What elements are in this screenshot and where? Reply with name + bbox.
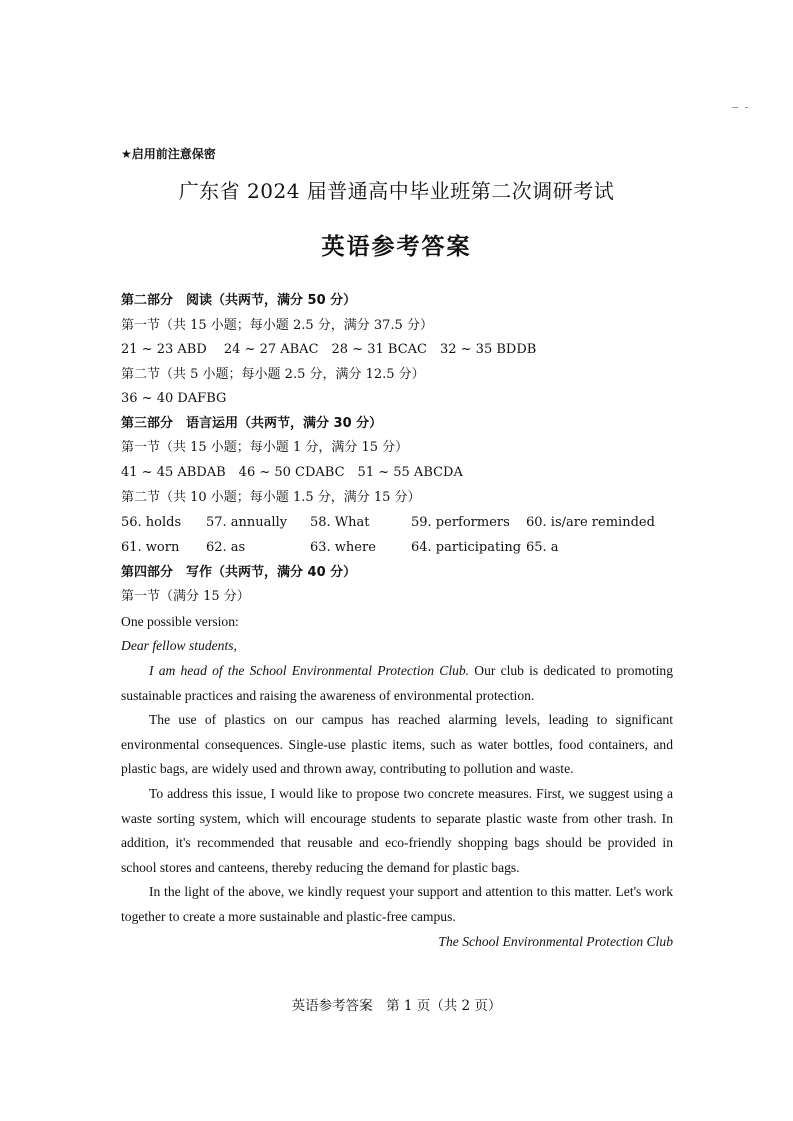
fill-answer: 59. performers bbox=[411, 515, 510, 530]
page-footer: 英语参考答案 第 1 页（共 2 页） bbox=[291, 998, 502, 1014]
part4-section1-heading: 第一节（满分 15 分） bbox=[121, 589, 250, 604]
fill-answer: 58. What bbox=[310, 515, 370, 530]
letter-intro-italic: I am head of the School Environmental Protection Club. bbox=[149, 663, 470, 678]
fill-answer: 62. as bbox=[206, 540, 246, 555]
confidential-notice: ★启用前注意保密 bbox=[121, 147, 216, 161]
part2-section1-answers: 21 ~ 23 ABD 24 ~ 27 ABAC 28 ~ 31 BCAC 32 ~ 35 BDDB bbox=[121, 342, 537, 357]
part3-section2-heading: 第二节（共 10 小题；每小题 1.5 分，满分 15 分） bbox=[121, 490, 421, 505]
document-subtitle: 英语参考答案 bbox=[321, 234, 472, 260]
fill-answer: 57. annually bbox=[206, 515, 288, 530]
part2-heading: 第二部分 阅读（共两节，满分 50 分） bbox=[121, 293, 357, 308]
part2-section2-answers: 36 ~ 40 DAFBG bbox=[121, 391, 227, 406]
part3-heading: 第三部分 语言运用（共两节，满分 30 分） bbox=[121, 416, 383, 431]
fill-answer: 64. participating bbox=[411, 540, 522, 555]
letter-paragraph: To address this issue, I would like to propose two concrete measures. First, we suggest using a waste sorting system, which will encourage students to separate plastic waste from other trash. In addition, it's recommended that reusable and eco-friendly shopping bags should be provided in school stores and canteens, thereby reducing the demand for plastic bags. bbox=[121, 786, 673, 875]
scan-speck bbox=[745, 107, 748, 108]
part3-section1-answers: 41 ~ 45 ABDAB 46 ~ 50 CDABC 51 ~ 55 ABCDA bbox=[121, 465, 463, 480]
letter-signature: The School Environmental Protection Club bbox=[438, 934, 673, 949]
letter-paragraph bbox=[121, 659, 673, 708]
part2-section1-heading: 第一节（共 15 小题；每小题 2.5 分，满分 37.5 分） bbox=[121, 318, 433, 333]
scan-speck bbox=[732, 107, 738, 108]
possible-version-label: One possible version: bbox=[121, 614, 239, 629]
fill-answer: 60. is/are reminded bbox=[526, 515, 655, 530]
fill-answer: 56. holds bbox=[121, 515, 182, 530]
part4-heading: 第四部分 写作（共两节，满分 40 分） bbox=[121, 565, 357, 580]
letter-paragraph: The use of plastics on our campus has reached alarming levels, leading to significant environmental consequences. Single-use plastic items, such as water bottles, food containers, and plastic bags, are widely used and thrown away, contributing to pollution and waste. bbox=[121, 712, 673, 776]
fill-answer: 61. worn bbox=[121, 540, 180, 555]
fill-answer: 65. a bbox=[526, 540, 559, 555]
part2-section2-heading: 第二节（共 5 小题；每小题 2.5 分，满分 12.5 分） bbox=[121, 367, 425, 382]
letter-salutation: Dear fellow students, bbox=[121, 638, 237, 653]
letter-paragraph: In the light of the above, we kindly request your support and attention to this matter. Let's work together to create a more sustainable and plastic-free campus. bbox=[121, 884, 673, 924]
letter-intro-rest: Our club is dedicated to promoting sustainable practices and raising the awareness of environmental protection. bbox=[121, 663, 674, 703]
part3-section1-heading: 第一节（共 15 小题；每小题 1 分，满分 15 分） bbox=[121, 440, 409, 455]
document-title: 广东省 2024 届普通高中毕业班第二次调研考试 bbox=[178, 179, 615, 203]
fill-answer: 63. where bbox=[310, 540, 376, 555]
